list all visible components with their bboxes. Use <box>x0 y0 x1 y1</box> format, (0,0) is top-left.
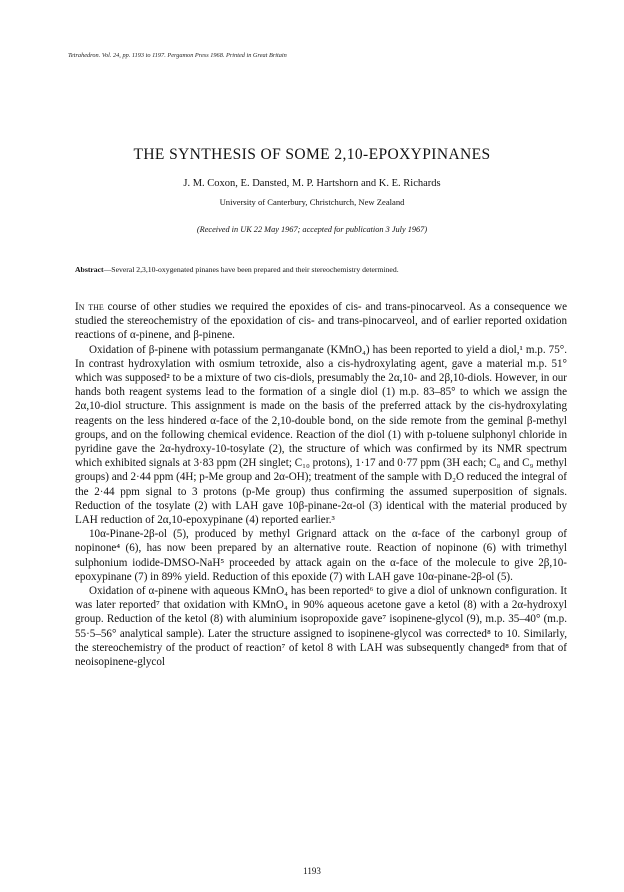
paragraph-lead: In the <box>75 301 104 313</box>
abstract-text: —Several 2,3,10-oxygenated pinanes have been prepared and their stereochemistry determined. <box>103 265 399 274</box>
body-text <box>75 300 567 669</box>
paragraph-text: course of other studies we required the epoxides of cis- and trans-pinocarveol. As a consequence we studied the stereochemistry of the epoxidation of cis- and trans-pinocarveol, and of earlier reported oxidation reactions of α-pinene, and β-pinene. <box>75 301 568 342</box>
paper-title: THE SYNTHESIS OF SOME 2,10-EPOXYPINANES <box>133 146 491 163</box>
abstract-label: Abstract <box>75 265 104 274</box>
paragraph-4: Oxidation of α-pinene with aqueous KMnO₄ has been reported⁶ to give a diol of unknown configuration. It was later reported⁷ that oxidation with KMnO₄ in 90% aqueous acetone gave a ketol (8) with a 2α-hydroxyl group. Reduction of the ketol (8) with aluminium isopropoxide gave⁷ isopinene-glycol (9), m.p. 35–40° (m.p. 55·5–56° analytical sample). Later the structure assigned to isopinene-glycol was corrected⁸ to 10. Similarly, the stereochemistry of the product of reaction⁷ of ketol 8 with LAH was subsequently changed⁸ from that of neoisopinene-glycol <box>75 585 567 669</box>
page-number: 1193 <box>303 866 321 876</box>
received-dates: (Received in UK 22 May 1967; accepted for publication 3 July 1967) <box>196 225 428 234</box>
journal-header: Tetrahedron. Vol. 24, pp. 1193 to 1197. Pergamon Press 1968. Printed in Great Britain <box>68 52 287 59</box>
author-list: J. M. Coxon, E. Dansted, M. P. Hartshorn and K. E. Richards <box>183 178 441 189</box>
paragraph-1 <box>75 300 567 343</box>
affiliation: University of Canterbury, Christchurch, New Zealand <box>219 197 405 207</box>
paragraph-2: Oxidation of β-pinene with potassium permanganate (KMnO₄) has been reported to yield a diol,¹ m.p. 75°. In contrast hydroxylation with osmium tetroxide, also a cis-hydroxylating agent, gave a material m.p. 51° which was supposed² to be a mixture of two cis-diols, presumably the 2α,10- and 2β,10-diols. However, in our hands both reagent systems lead to the formation of a single diol (1) m.p. 83–85° to which we assign the 2α,10-diol structure. This assignment is made on the basis of the preferred attack by the cis-hydroxylating reagents on the less hindered α-face of the 2,10-double bond, on the side remote from the geminal β-methyl groups, and on the following chemical evidence. Reaction of the diol (1) with p-toluene sulphonyl chloride in pyridine gave the 2α-hydroxy-10-tosylate (2), the structure of which was confirmed by its NMR spectrum which exhibited signals at 3·83 ppm (2H singlet; C₁₀ protons), 1·17 and 0·77 ppm (3H each; C₈ and C₉ methyl groups) and 2·44 ppm (4H; p-Me group and 2α-OH); treatment of the sample with D₂O reduced the integral of the 2·44 ppm signal to 3 protons (p-Me group) thus confirming the assumed superposition of signals. Reduction of the tosylate (2) with LAH gave 10β-pinane-2α-ol (3) identical with the material produced by LAH reduction of 2α,10-epoxypinane (4) reported earlier.³ <box>75 343 567 527</box>
abstract <box>75 265 565 274</box>
paragraph-3: 10α-Pinane-2β-ol (5), produced by methyl Grignard attack on the α-face of the carbonyl group of nopinone⁴ (6), has now been prepared by an alternative route. Reaction of nopinone (6) with trimethyl sulphonium iodide-DMSO-NaH⁵ proceeded by attack again on the α-face of the molecule to give 2β,10-epoxypinane (7) in 89% yield. Reduction of this epoxide (7) with LAH gave 10α-pinane-2β-ol (5). <box>75 528 567 583</box>
